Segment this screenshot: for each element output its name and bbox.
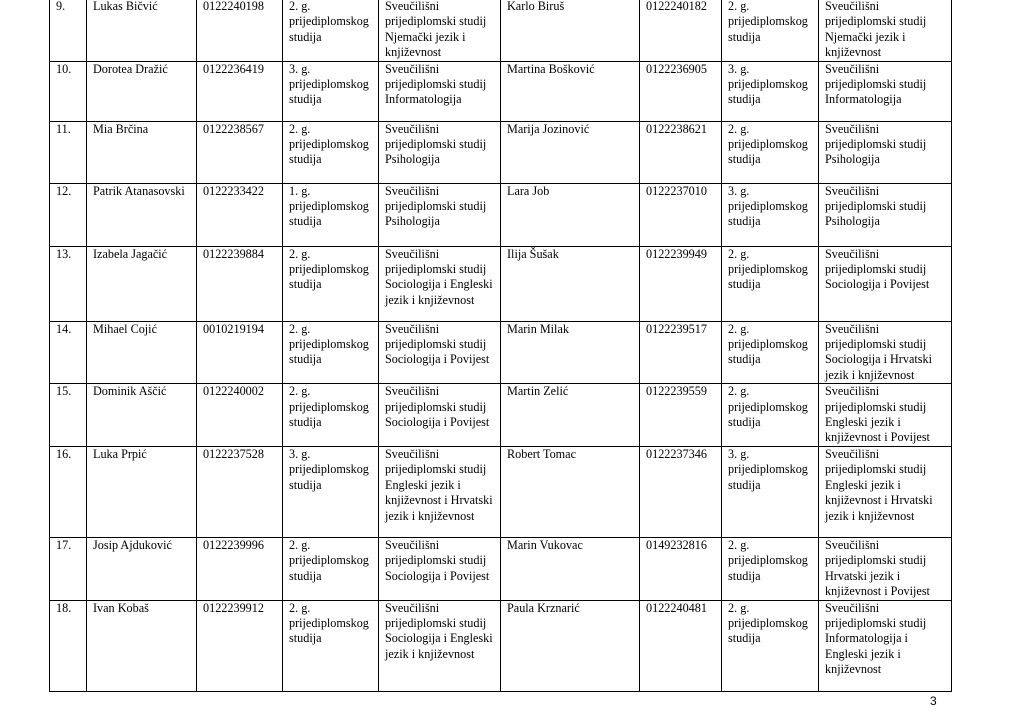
partner-year-cell: 3. g. prijediplomskog studija xyxy=(722,446,819,537)
partner-name-cell: Lara Job xyxy=(501,183,640,246)
student-year-cell: 2. g. prijediplomskog studija xyxy=(283,321,379,384)
student-id-cell: 0122239996 xyxy=(197,537,283,600)
student-year-cell: 2. g. prijediplomskog studija xyxy=(283,0,379,61)
partner-year-cell: 2. g. prijediplomskog studija xyxy=(722,537,819,600)
partner-name-cell: Ilija Šušak xyxy=(501,246,640,321)
partner-id-cell: 0122236905 xyxy=(640,61,722,121)
table-row xyxy=(50,183,952,246)
student-program-cell: Sveučilišni prijediplomski studij Sociologija i Povijest xyxy=(379,384,501,447)
partner-year-cell: 3. g. prijediplomskog studija xyxy=(722,183,819,246)
partner-program-cell: Sveučilišni prijediplomski studij Psihologija xyxy=(819,121,952,183)
row-number-cell: 11. xyxy=(50,121,87,183)
student-id-cell: 0122233422 xyxy=(197,183,283,246)
table-row xyxy=(50,246,952,321)
student-program-cell: Sveučilišni prijediplomski studij Engleski jezik i književnost i Hrvatski jezik i književnost xyxy=(379,446,501,537)
partner-name-cell: Martina Bošković xyxy=(501,61,640,121)
student-program-cell: Sveučilišni prijediplomski studij Sociologija i Povijest xyxy=(379,537,501,600)
table-row xyxy=(50,121,952,183)
student-name-cell: Mia Brčina xyxy=(87,121,197,183)
partner-year-cell: 2. g. prijediplomskog studija xyxy=(722,384,819,447)
partner-year-cell: 2. g. prijediplomskog studija xyxy=(722,246,819,321)
student-id-cell: 0010219194 xyxy=(197,321,283,384)
student-id-cell: 0122238567 xyxy=(197,121,283,183)
row-number-cell: 15. xyxy=(50,384,87,447)
table-row xyxy=(50,61,952,121)
row-number-cell: 10. xyxy=(50,61,87,121)
student-program-cell: Sveučilišni prijediplomski studij Sociologija i Povijest xyxy=(379,321,501,384)
student-name-cell: Lukas Bičvić xyxy=(87,0,197,61)
student-year-cell: 1. g. prijediplomskog studija xyxy=(283,183,379,246)
student-program-cell: Sveučilišni prijediplomski studij Sociologija i Engleski jezik i književnost xyxy=(379,246,501,321)
row-number-cell: 13. xyxy=(50,246,87,321)
partner-id-cell: 0122240182 xyxy=(640,0,722,61)
partner-year-cell: 2. g. prijediplomskog studija xyxy=(722,600,819,691)
partner-id-cell: 0122239949 xyxy=(640,246,722,321)
student-name-cell: Dorotea Dražić xyxy=(87,61,197,121)
partner-name-cell: Karlo Biruš xyxy=(501,0,640,61)
partner-id-cell: 0122237010 xyxy=(640,183,722,246)
partner-name-cell: Marija Jozinović xyxy=(501,121,640,183)
student-id-cell: 0122240002 xyxy=(197,384,283,447)
partner-id-cell: 0122239517 xyxy=(640,321,722,384)
partner-program-cell: Sveučilišni prijediplomski studij Njemački jezik i književnost xyxy=(819,0,952,61)
partner-program-cell: Sveučilišni prijediplomski studij Psihologija xyxy=(819,183,952,246)
partner-year-cell: 3. g. prijediplomskog studija xyxy=(722,61,819,121)
pairs-table xyxy=(49,0,952,692)
student-program-cell: Sveučilišni prijediplomski studij Psihologija xyxy=(379,121,501,183)
table-body xyxy=(50,0,952,691)
student-year-cell: 2. g. prijediplomskog studija xyxy=(283,121,379,183)
partner-id-cell: 0122239559 xyxy=(640,384,722,447)
partner-program-cell: Sveučilišni prijediplomski studij Informatologija i Engleski jezik i književnost xyxy=(819,600,952,691)
partner-program-cell: Sveučilišni prijediplomski studij Engleski jezik i književnost i Hrvatski jezik i književnost xyxy=(819,446,952,537)
partner-program-cell: Sveučilišni prijediplomski studij Sociologija i Povijest xyxy=(819,246,952,321)
table-row xyxy=(50,600,952,691)
table-row xyxy=(50,321,952,384)
student-name-cell: Mihael Cojić xyxy=(87,321,197,384)
row-number-cell: 16. xyxy=(50,446,87,537)
partner-program-cell: Sveučilišni prijediplomski studij Hrvatski jezik i književnost i Povijest xyxy=(819,537,952,600)
student-year-cell: 2. g. prijediplomskog studija xyxy=(283,246,379,321)
table-row xyxy=(50,384,952,447)
partner-id-cell: 0149232816 xyxy=(640,537,722,600)
partner-name-cell: Paula Krznarić xyxy=(501,600,640,691)
student-year-cell: 3. g. prijediplomskog studija xyxy=(283,61,379,121)
student-id-cell: 0122237528 xyxy=(197,446,283,537)
partner-year-cell: 2. g. prijediplomskog studija xyxy=(722,321,819,384)
student-name-cell: Ivan Kobaš xyxy=(87,600,197,691)
student-id-cell: 0122240198 xyxy=(197,0,283,61)
student-id-cell: 0122239912 xyxy=(197,600,283,691)
student-program-cell: Sveučilišni prijediplomski studij Informatologija xyxy=(379,61,501,121)
student-name-cell: Dominik Aščić xyxy=(87,384,197,447)
partner-id-cell: 0122238621 xyxy=(640,121,722,183)
partner-year-cell: 2. g. prijediplomskog studija xyxy=(722,121,819,183)
partner-name-cell: Marin Milak xyxy=(501,321,640,384)
table-row xyxy=(50,0,952,61)
page-number: 3 xyxy=(930,694,937,708)
partner-id-cell: 0122240481 xyxy=(640,600,722,691)
row-number-cell: 12. xyxy=(50,183,87,246)
student-year-cell: 2. g. prijediplomskog studija xyxy=(283,384,379,447)
partner-program-cell: Sveučilišni prijediplomski studij Sociologija i Hrvatski jezik i književnost xyxy=(819,321,952,384)
student-name-cell: Josip Ajduković xyxy=(87,537,197,600)
table-row xyxy=(50,537,952,600)
partner-name-cell: Martin Zelić xyxy=(501,384,640,447)
partner-id-cell: 0122237346 xyxy=(640,446,722,537)
partner-program-cell: Sveučilišni prijediplomski studij Engleski jezik i književnost i Povijest xyxy=(819,384,952,447)
student-year-cell: 2. g. prijediplomskog studija xyxy=(283,600,379,691)
student-program-cell: Sveučilišni prijediplomski studij Psihologija xyxy=(379,183,501,246)
row-number-cell: 17. xyxy=(50,537,87,600)
partner-name-cell: Robert Tomac xyxy=(501,446,640,537)
partner-name-cell: Marin Vukovac xyxy=(501,537,640,600)
row-number-cell: 18. xyxy=(50,600,87,691)
student-year-cell: 3. g. prijediplomskog studija xyxy=(283,446,379,537)
row-number-cell: 14. xyxy=(50,321,87,384)
student-name-cell: Luka Prpić xyxy=(87,446,197,537)
student-name-cell: Patrik Atanasovski xyxy=(87,183,197,246)
student-id-cell: 0122239884 xyxy=(197,246,283,321)
partner-program-cell: Sveučilišni prijediplomski studij Informatologija xyxy=(819,61,952,121)
student-program-cell: Sveučilišni prijediplomski studij Njemački jezik i književnost xyxy=(379,0,501,61)
student-id-cell: 0122236419 xyxy=(197,61,283,121)
student-name-cell: Izabela Jagačić xyxy=(87,246,197,321)
student-year-cell: 2. g. prijediplomskog studija xyxy=(283,537,379,600)
student-program-cell: Sveučilišni prijediplomski studij Sociologija i Engleski jezik i književnost xyxy=(379,600,501,691)
partner-year-cell: 2. g. prijediplomskog studija xyxy=(722,0,819,61)
row-number-cell: 9. xyxy=(50,0,87,61)
table-row xyxy=(50,446,952,537)
